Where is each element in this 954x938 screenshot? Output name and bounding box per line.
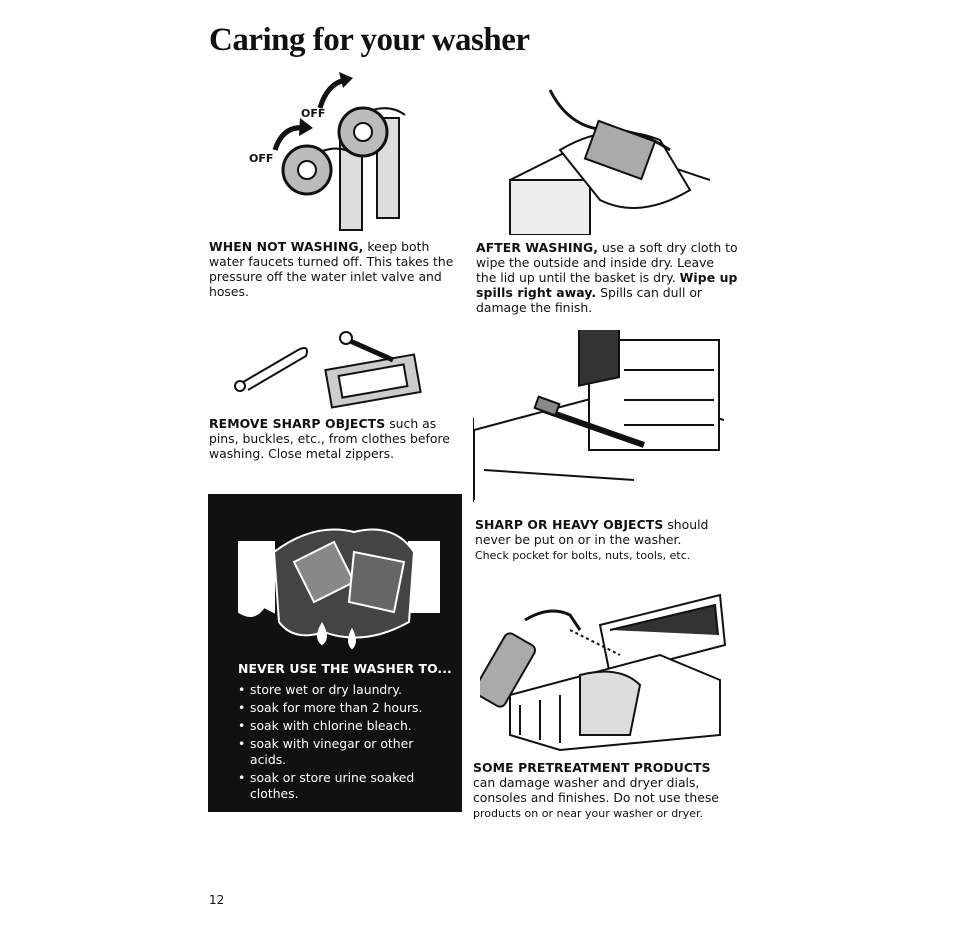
sharp-objects-heading: REMOVE SHARP OBJECTS [209, 416, 386, 431]
after-washing-body2: Spills can dull or damage the finish. [476, 285, 703, 315]
spray-illustration [480, 585, 730, 755]
turn-arrow-right [320, 80, 345, 108]
warning-item: • soak with chlorine bleach. [238, 718, 450, 734]
faucets-paragraph [209, 239, 459, 299]
warning-heading: NEVER USE THE WASHER TO... [238, 661, 452, 676]
sharp-objects-illustration [228, 320, 448, 410]
warning-box [208, 494, 462, 812]
sharp-objects-body: such as pins, buckles, etc., from clothes before washing. Close metal zippers. [209, 416, 450, 461]
off-label-right: OFF [301, 107, 326, 120]
faucets-illustration [245, 70, 445, 235]
sharp-objects-paragraph [209, 416, 465, 461]
laundry-illustration [234, 512, 444, 652]
heavy-objects-body: should never be put on or in the washer. [475, 517, 709, 547]
warning-list [238, 682, 450, 804]
off-label-left: OFF [249, 152, 274, 165]
pretreatment-body2: products on or near your washer or dryer. [473, 807, 703, 820]
pretreatment-paragraph [473, 760, 735, 821]
after-washing-paragraph [476, 240, 738, 315]
heavy-objects-paragraph [475, 517, 740, 563]
warning-item: • soak for more than 2 hours. [238, 700, 450, 716]
faucets-body: keep both water faucets turned off. This takes the pressure off the water inlet valve and hoses. [209, 239, 454, 299]
after-washing-heading: AFTER WASHING, [476, 240, 599, 255]
divider-line [473, 418, 474, 502]
pretreatment-heading: SOME PRETREATMENT PRODUCTS [473, 760, 711, 775]
heavy-objects-heading: SHARP OR HEAVY OBJECTS [475, 517, 664, 532]
warning-item: • soak or store urine soaked clothes. [238, 770, 450, 802]
safety-pin-icon [238, 348, 307, 390]
page-number: 12 [209, 893, 225, 907]
pretreatment-body: can damage washer and dryer dials, consoles and finishes. Do not use these [473, 775, 719, 805]
warning-item: • store wet or dry laundry. [238, 682, 450, 698]
heavy-objects-illustration [474, 330, 724, 500]
page-title: Caring for your washer [209, 22, 530, 58]
after-washing-emphasis: Wipe up spills right away. [476, 270, 738, 300]
wiping-illustration [490, 70, 710, 235]
heavy-objects-note: Check pocket for bolts, nuts, tools, etc. [475, 549, 691, 562]
faucets-heading: WHEN NOT WASHING, [209, 239, 364, 254]
after-washing-body: use a soft dry cloth to wipe the outside and inside dry. Leave the lid up until the basket is dry. [476, 240, 738, 285]
warning-item: • soak with vinegar or other acids. [238, 736, 450, 768]
